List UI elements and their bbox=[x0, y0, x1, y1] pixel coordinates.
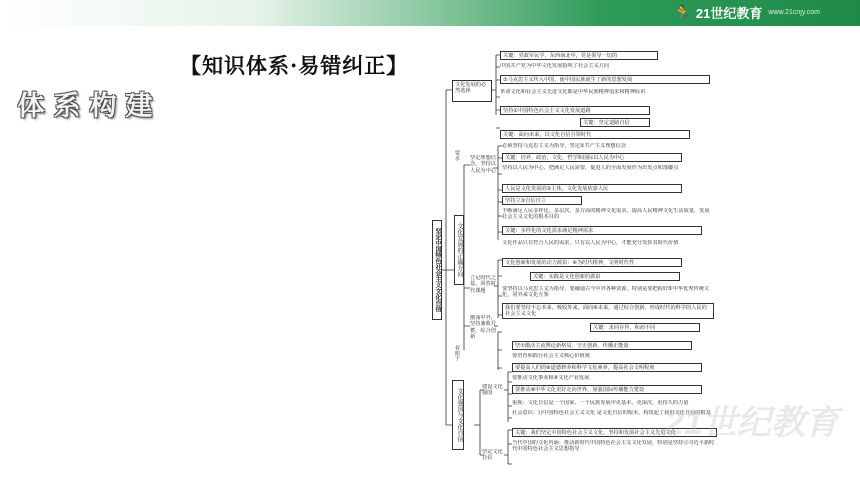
map-node: 要推动文化事业和⑨文化产业发展 bbox=[512, 375, 590, 381]
root-node: 坚定中国特色社会主义文化自信 bbox=[432, 220, 442, 320]
section-banner: 【知识体系·易错纠正】 bbox=[180, 53, 409, 78]
map-node: 坚⑦激活主流舆论新格局，守正创新，传播正能量 bbox=[512, 341, 692, 350]
watermark-logo: 21世纪教育 bbox=[665, 404, 839, 442]
map-node: 坚持以人民为中心，把满足人民需要，促进人的全面发展作为出发点和落脚点 bbox=[502, 165, 679, 171]
map-node: 我们要坚持不忘本来，吸收外来，面向⑥未来，通过综合创新，形成时代的科学的人民的社会主义文化 bbox=[502, 303, 714, 319]
map-node: ①马克思主义传入中国，使中国民族诞生了新的思想发展 bbox=[500, 75, 710, 84]
branch-culture-power: 文化强国与文化自信 bbox=[452, 380, 464, 450]
map-node: 革命文化和社会主义先进文化都是中华民族精神追求和精神标识 bbox=[500, 89, 646, 95]
map-node: 要培育和践行社会主义核心价值观 bbox=[512, 353, 590, 359]
sub-branch-ideals: 坚定理想信念，坚持以人民为中心 bbox=[470, 155, 496, 174]
branch-necessary-choice: 文化发展的必然选择 bbox=[452, 80, 492, 102]
map-node: 社会意识：⑪中国特色社会主义文化 是文化自信的根本，构筑起了我们文化自信的根基 bbox=[512, 410, 711, 416]
key-note: 关键：多样化的文化需求满足精神需求 bbox=[502, 226, 702, 235]
sub-branch-build-power: 建设文化强国 bbox=[482, 384, 503, 397]
map-node: 不断满足人民多样化、多层次、多方面的精神文化需求，提高人民精神文化生活质量，发展社会主义文化的根本目的 bbox=[502, 208, 710, 221]
map-node: 坚持立③自信自立 bbox=[502, 196, 582, 205]
system-build-heading bbox=[14, 90, 158, 124]
heading-char: 体 bbox=[17, 91, 45, 122]
site-logo[interactable] bbox=[673, 3, 820, 22]
heading-char: 构 bbox=[89, 91, 117, 122]
branch-correct-direction: 文化发展的正确方向 bbox=[454, 215, 464, 285]
key-note: 关键：我们坚定中国特色社会主义文化，坚持和发展社会主义先进文化 bbox=[512, 428, 717, 437]
map-node: 文化作品只有符合人民的需求，只有以人民为中心，才能充分发挥其时代价值 bbox=[502, 240, 679, 246]
map-node: 要坚持以马克思主义为指导，要融通古今中外各种资源，特别是要把握好⑤中华优秀传统文化，同外来文化互鉴 bbox=[502, 286, 709, 299]
branch-label-focus: 着眼于 bbox=[454, 345, 460, 361]
key-note: 关键：实践是文化创新的源泉 bbox=[530, 272, 680, 281]
key-note: 关键：求同存异，和而不同 bbox=[590, 323, 700, 332]
key-note: 关键：坚定道路自信 bbox=[580, 118, 650, 127]
heading-char: 建 bbox=[125, 91, 153, 122]
key-note: 关键：培养，政治，文化，哲学和国际以人民为中心 bbox=[502, 153, 682, 162]
map-node: 坚持①中国特色社会主义文化发展道路 bbox=[500, 106, 650, 115]
key-note: 关键：面向未来，以文化自信引领时代 bbox=[500, 130, 690, 139]
heading-char: 系 bbox=[53, 91, 81, 122]
logo-text: 21世纪教育 bbox=[695, 6, 763, 21]
sub-branch-confidence: 坚定文化自信 bbox=[482, 449, 503, 462]
map-node: 重视：文化自信是一个国家、一个民族发展中更基本、更深沉、更持久的力量 bbox=[512, 400, 689, 406]
map-node: 必须坚持马克思主义为指导，坚定②共产主义理想信念 bbox=[502, 143, 626, 149]
map-node: 文化创新和发展的动力源泉：④为时代精神，文明时代性 bbox=[502, 258, 682, 267]
map-node: 人民是文化发展的③主体，文化发展依靠人民 bbox=[502, 184, 682, 193]
map-node: 中国共产党为中华文化发展指明了社会主义方向 bbox=[500, 63, 609, 69]
map-node: 要推动⑩中华文化更好走向世界，加强国际传播能力建设 bbox=[512, 385, 702, 394]
runner-logo-icon: 🏃 bbox=[673, 4, 692, 22]
branch-label-requirement: 要求 bbox=[454, 150, 460, 161]
top-banner-bar bbox=[0, 0, 860, 26]
sub-branch-integrate: 激荡中外，坚持兼收并蓄，综合创新 bbox=[470, 315, 496, 341]
key-note: 关键：党政军民学，东西南北中，党是领导一切的 bbox=[500, 51, 658, 60]
map-node: 要提高人们的⑧道德修养和科学文化素养，提高社会文明程度 bbox=[512, 363, 702, 372]
map-node: 当代中国的文化内涵：推动新时代中国特色社会主义文化发展，特别是坚持⑫习近平新时代中国特色社会主义思想指导 bbox=[512, 440, 715, 453]
sub-branch-era: 立足时代之基，回答时代课题 bbox=[470, 275, 496, 294]
logo-url: www.21cnjy.com bbox=[768, 9, 820, 16]
